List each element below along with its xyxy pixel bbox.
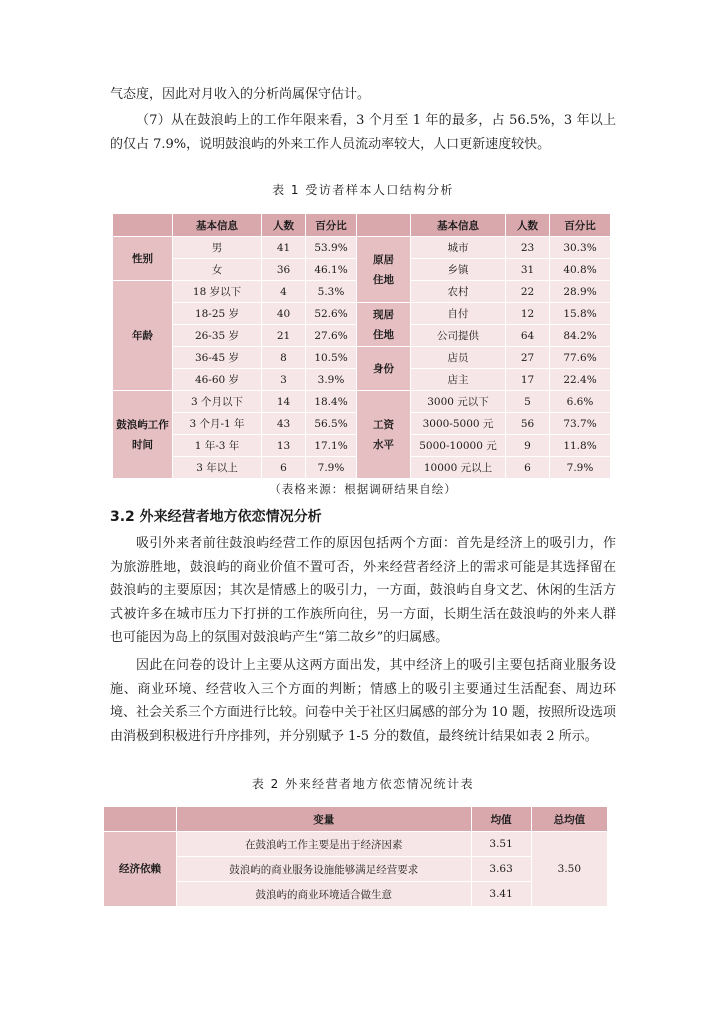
table-row: 46-60 岁 3 3.9% 店主 17 22.4% [113, 369, 611, 391]
table-row: 18-25 岁 40 52.6% 现居住地 自付 12 15.8% [113, 303, 611, 325]
header-count: 人数 [506, 214, 550, 237]
header-info: 基本信息 [173, 214, 262, 237]
header-info: 基本信息 [411, 214, 506, 237]
table-row: 性别 男 41 53.9% 原居住地 城市 23 30.3% [113, 237, 611, 259]
table-row: 鼓浪屿工作时间 3 个月以下 14 18.4% 工资水平 3000 元以下 5 6.6% [113, 391, 611, 413]
header-total-mean: 总均值 [531, 807, 607, 832]
label-age: 年龄 [113, 281, 173, 391]
header-count: 人数 [262, 214, 306, 237]
label-salary: 工资水平 [357, 391, 411, 479]
table2 [103, 806, 608, 907]
label-identity: 身份 [357, 347, 411, 391]
header-variable: 变量 [177, 807, 471, 832]
table-row: 3 年以上 6 7.9% 10000 元以上 6 7.9% [113, 457, 611, 479]
label-gender: 性别 [113, 237, 173, 281]
table-row: 女 36 46.1% 乡镇 31 40.8% [113, 259, 611, 281]
label-origin: 原居住地 [357, 237, 411, 303]
paragraph-32a: 吸引外来者前往鼓浪屿经营工作的原因包括两个方面：首先是经济上的吸引力，作为旅游胜地，鼓浪屿的商业价值不置可否，外来经营者经济上的需求可能是其选择留在鼓浪屿的主要原因；其次是情感上的吸引力，一方面，鼓浪屿自身文艺、休闲的生活方式被许多在城市压力下打拼的工作族所向往，另一方面，长期生活在鼓浪屿的外来人群也可能因为岛上的氛围对鼓浪屿产生“第二故乡”的归属感。 [110, 536, 616, 645]
label-current: 现居住地 [357, 303, 411, 347]
group-total: 3.50 [531, 832, 607, 907]
table1-source: （表格来源：根据调研结果自绘） [269, 482, 457, 496]
table2-header-row [104, 807, 608, 832]
table1 [112, 213, 611, 479]
table1-caption: 表 1 受访者样本人口结构分析 [272, 183, 454, 197]
table-row: 年龄 18 岁以下 4 5.3% 农村 22 28.9% [113, 281, 611, 303]
table-row: 经济依赖 在鼓浪屿工作主要是出于经济因素 3.51 3.50 [104, 832, 608, 857]
table2-caption: 表 2 外来经营者地方依恋情况统计表 [251, 777, 475, 791]
paragraph-32b: 因此在问卷的设计上主要从这两方面出发，其中经济上的吸引主要包括商业服务设施、商业环境、经营收入三个方面的判断；情感上的吸引主要通过生活配套、周边环境、社会关系三个方面进行比较。问卷中关于社区归属感的部分为 10 题，按照所设选项由消极到积极进行升序排列，并分别赋予 1-5 分的数值，最终统计结果如表 2 所示。 [110, 658, 616, 744]
header-pct: 百分比 [550, 214, 611, 237]
header-mean: 均值 [471, 807, 531, 832]
table-row: 鼓浪屿的商业环境适合做生意 3.41 [104, 882, 608, 907]
paragraph-top: 气态度，因此对月收入的分析尚属保守估计。 [110, 87, 371, 102]
table-row: 26-35 岁 21 27.6% 公司提供 64 84.2% [113, 325, 611, 347]
label-economic: 经济依赖 [104, 832, 177, 907]
label-work-time: 鼓浪屿工作时间 [113, 391, 173, 479]
table-row: 3 个月-1 年 43 56.5% 3000-5000 元 56 73.7% [113, 413, 611, 435]
header-pct: 百分比 [306, 214, 357, 237]
section-heading: 3.2 外来经营者地方依恋情况分析 [110, 509, 322, 525]
paragraph-7: （7）从在鼓浪屿上的工作年限来看，3 个月至 1 年的最多，占 56.5%，3 年以上的仅占 7.9%，说明鼓浪屿的外来工作人员流动率较大，人口更新速度较快。 [110, 113, 616, 152]
table1-header-row [113, 214, 611, 237]
table-row: 36-45 岁 8 10.5% 身份 店员 27 77.6% [113, 347, 611, 369]
table-row: 1 年-3 年 13 17.1% 5000-10000 元 9 11.8% [113, 435, 611, 457]
table-row: 鼓浪屿的商业服务设施能够满足经营要求 3.63 [104, 857, 608, 882]
